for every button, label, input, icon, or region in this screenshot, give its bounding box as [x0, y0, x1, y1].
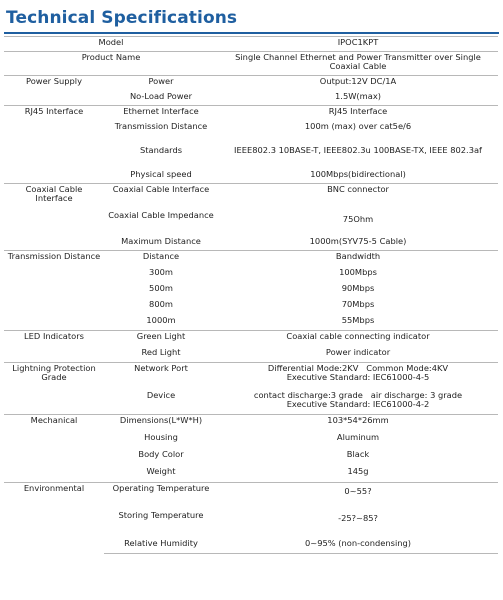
weight-label: Weight — [146, 465, 176, 476]
dimensions-label: Dimensions(L*W*H) — [104, 415, 218, 432]
distance-cell: 800m — [149, 298, 173, 309]
dimensions-value: 103*54*26mm — [218, 415, 498, 432]
max-distance-label: Maximum Distance — [121, 235, 201, 246]
table-row — [4, 251, 498, 267]
device-value-line2: Executive Standard: IEC61000-4-2 — [286, 398, 430, 409]
standards-value: IEEE802.3 10BASE-T, IEEE802.3u 100BASE-TX, IEEE 802.3af — [234, 144, 482, 155]
transmission-distance-label: Transmission Distance — [114, 120, 208, 131]
device-value-line1: contact discharge:3 grade air discharge: 3 grade — [253, 389, 463, 400]
table-row — [4, 483, 498, 510]
device-label: Device — [146, 389, 176, 400]
product-name-value: Single Channel Ethernet and Power Transmitter over Single Coaxial Cable — [218, 52, 498, 76]
no-load-value: 1.5W(max) — [335, 90, 381, 101]
table-row — [4, 363, 498, 390]
physical-speed-label: Physical speed — [130, 168, 192, 179]
table-row — [4, 184, 498, 210]
distance-cell: 300m — [149, 266, 173, 277]
page-title: Technical Specifications — [6, 8, 238, 28]
coaxial-group: Coaxial Cable Interface — [4, 184, 104, 251]
physical-speed-value: 100Mbps(bidirectional) — [310, 168, 406, 179]
coaxial-interface-value: BNC connector — [218, 184, 498, 210]
table-row — [4, 37, 498, 52]
red-light-value: Power indicator — [325, 346, 391, 357]
table-row — [4, 415, 498, 432]
housing-value: Aluminum — [336, 431, 380, 442]
distance-header: Distance — [104, 251, 218, 267]
title-underline — [4, 32, 499, 34]
humidity-value: 0~95% (non-condensing) — [218, 538, 498, 554]
environmental-group: Environmental — [4, 483, 104, 554]
table-row — [4, 76, 498, 91]
network-port-value — [218, 363, 498, 390]
table-row — [4, 52, 498, 76]
lightning-group: Lightning Protection Grade — [4, 363, 104, 415]
ethernet-interface-label: Ethernet Interface — [104, 106, 218, 121]
ethernet-interface-value: RJ45 Interface — [218, 106, 498, 121]
device-value — [218, 390, 498, 415]
power-value: Output:12V DC/1A — [218, 76, 498, 91]
network-port-value-line2: Executive Standard: IEC61000-4-5 — [286, 372, 430, 383]
table-row — [4, 106, 498, 121]
power-label: Power — [104, 76, 218, 91]
coaxial-impedance-value: 75Ohm — [342, 213, 374, 224]
distance-cell: 1000m — [146, 314, 176, 325]
operating-temp-value: 0~55? — [218, 483, 498, 510]
rj45-group: RJ45 Interface — [4, 106, 104, 184]
led-group: LED Indicators — [4, 331, 104, 363]
max-distance-value: 1000m(SYV75-5 Cable) — [309, 235, 407, 246]
operating-temp-label: Operating Temperature — [104, 483, 218, 510]
spec-table — [4, 36, 498, 554]
green-light-label: Green Light — [104, 331, 218, 347]
coaxial-impedance-label: Coaxial Cable Impedance — [108, 209, 214, 220]
bandwidth-cell: 70Mbps — [341, 298, 375, 309]
green-light-value: Coaxial cable connecting indicator — [218, 331, 498, 347]
storing-temp-value: -25?~85? — [338, 512, 378, 523]
coaxial-interface-label: Coaxial Cable Interface — [104, 184, 218, 210]
table-row — [4, 331, 498, 347]
transmission-distance-value: 100m (max) over cat5e/6 — [304, 120, 412, 131]
humidity-label: Relative Humidity — [104, 538, 218, 554]
network-port-label: Network Port — [104, 363, 218, 390]
body-color-label: Body Color — [138, 448, 184, 459]
model-label: Model — [4, 37, 218, 52]
transmission-group: Transmission Distance — [4, 251, 104, 331]
power-supply-group: Power Supply — [4, 76, 104, 106]
bandwidth-cell: 55Mbps — [341, 314, 375, 325]
distance-cell: 500m — [149, 282, 173, 293]
model-value: IPOC1KPT — [218, 37, 498, 52]
bandwidth-cell: 90Mbps — [341, 282, 375, 293]
bandwidth-header: Bandwidth — [218, 251, 498, 267]
network-port-value-line1: Differential Mode:2KV Common Mode:4KV — [267, 363, 449, 373]
no-load-label: No-Load Power — [129, 90, 193, 101]
body-color-value: Black — [346, 448, 370, 459]
standards-label: Standards — [139, 144, 183, 155]
red-light-label: Red Light — [141, 346, 181, 357]
product-name-label: Product Name — [4, 52, 218, 76]
housing-label: Housing — [144, 431, 178, 442]
storing-temp-label: Storing Temperature — [118, 509, 204, 520]
mechanical-group: Mechanical — [4, 415, 104, 483]
bandwidth-cell: 100Mbps — [339, 266, 377, 277]
weight-value: 145g — [347, 465, 369, 476]
